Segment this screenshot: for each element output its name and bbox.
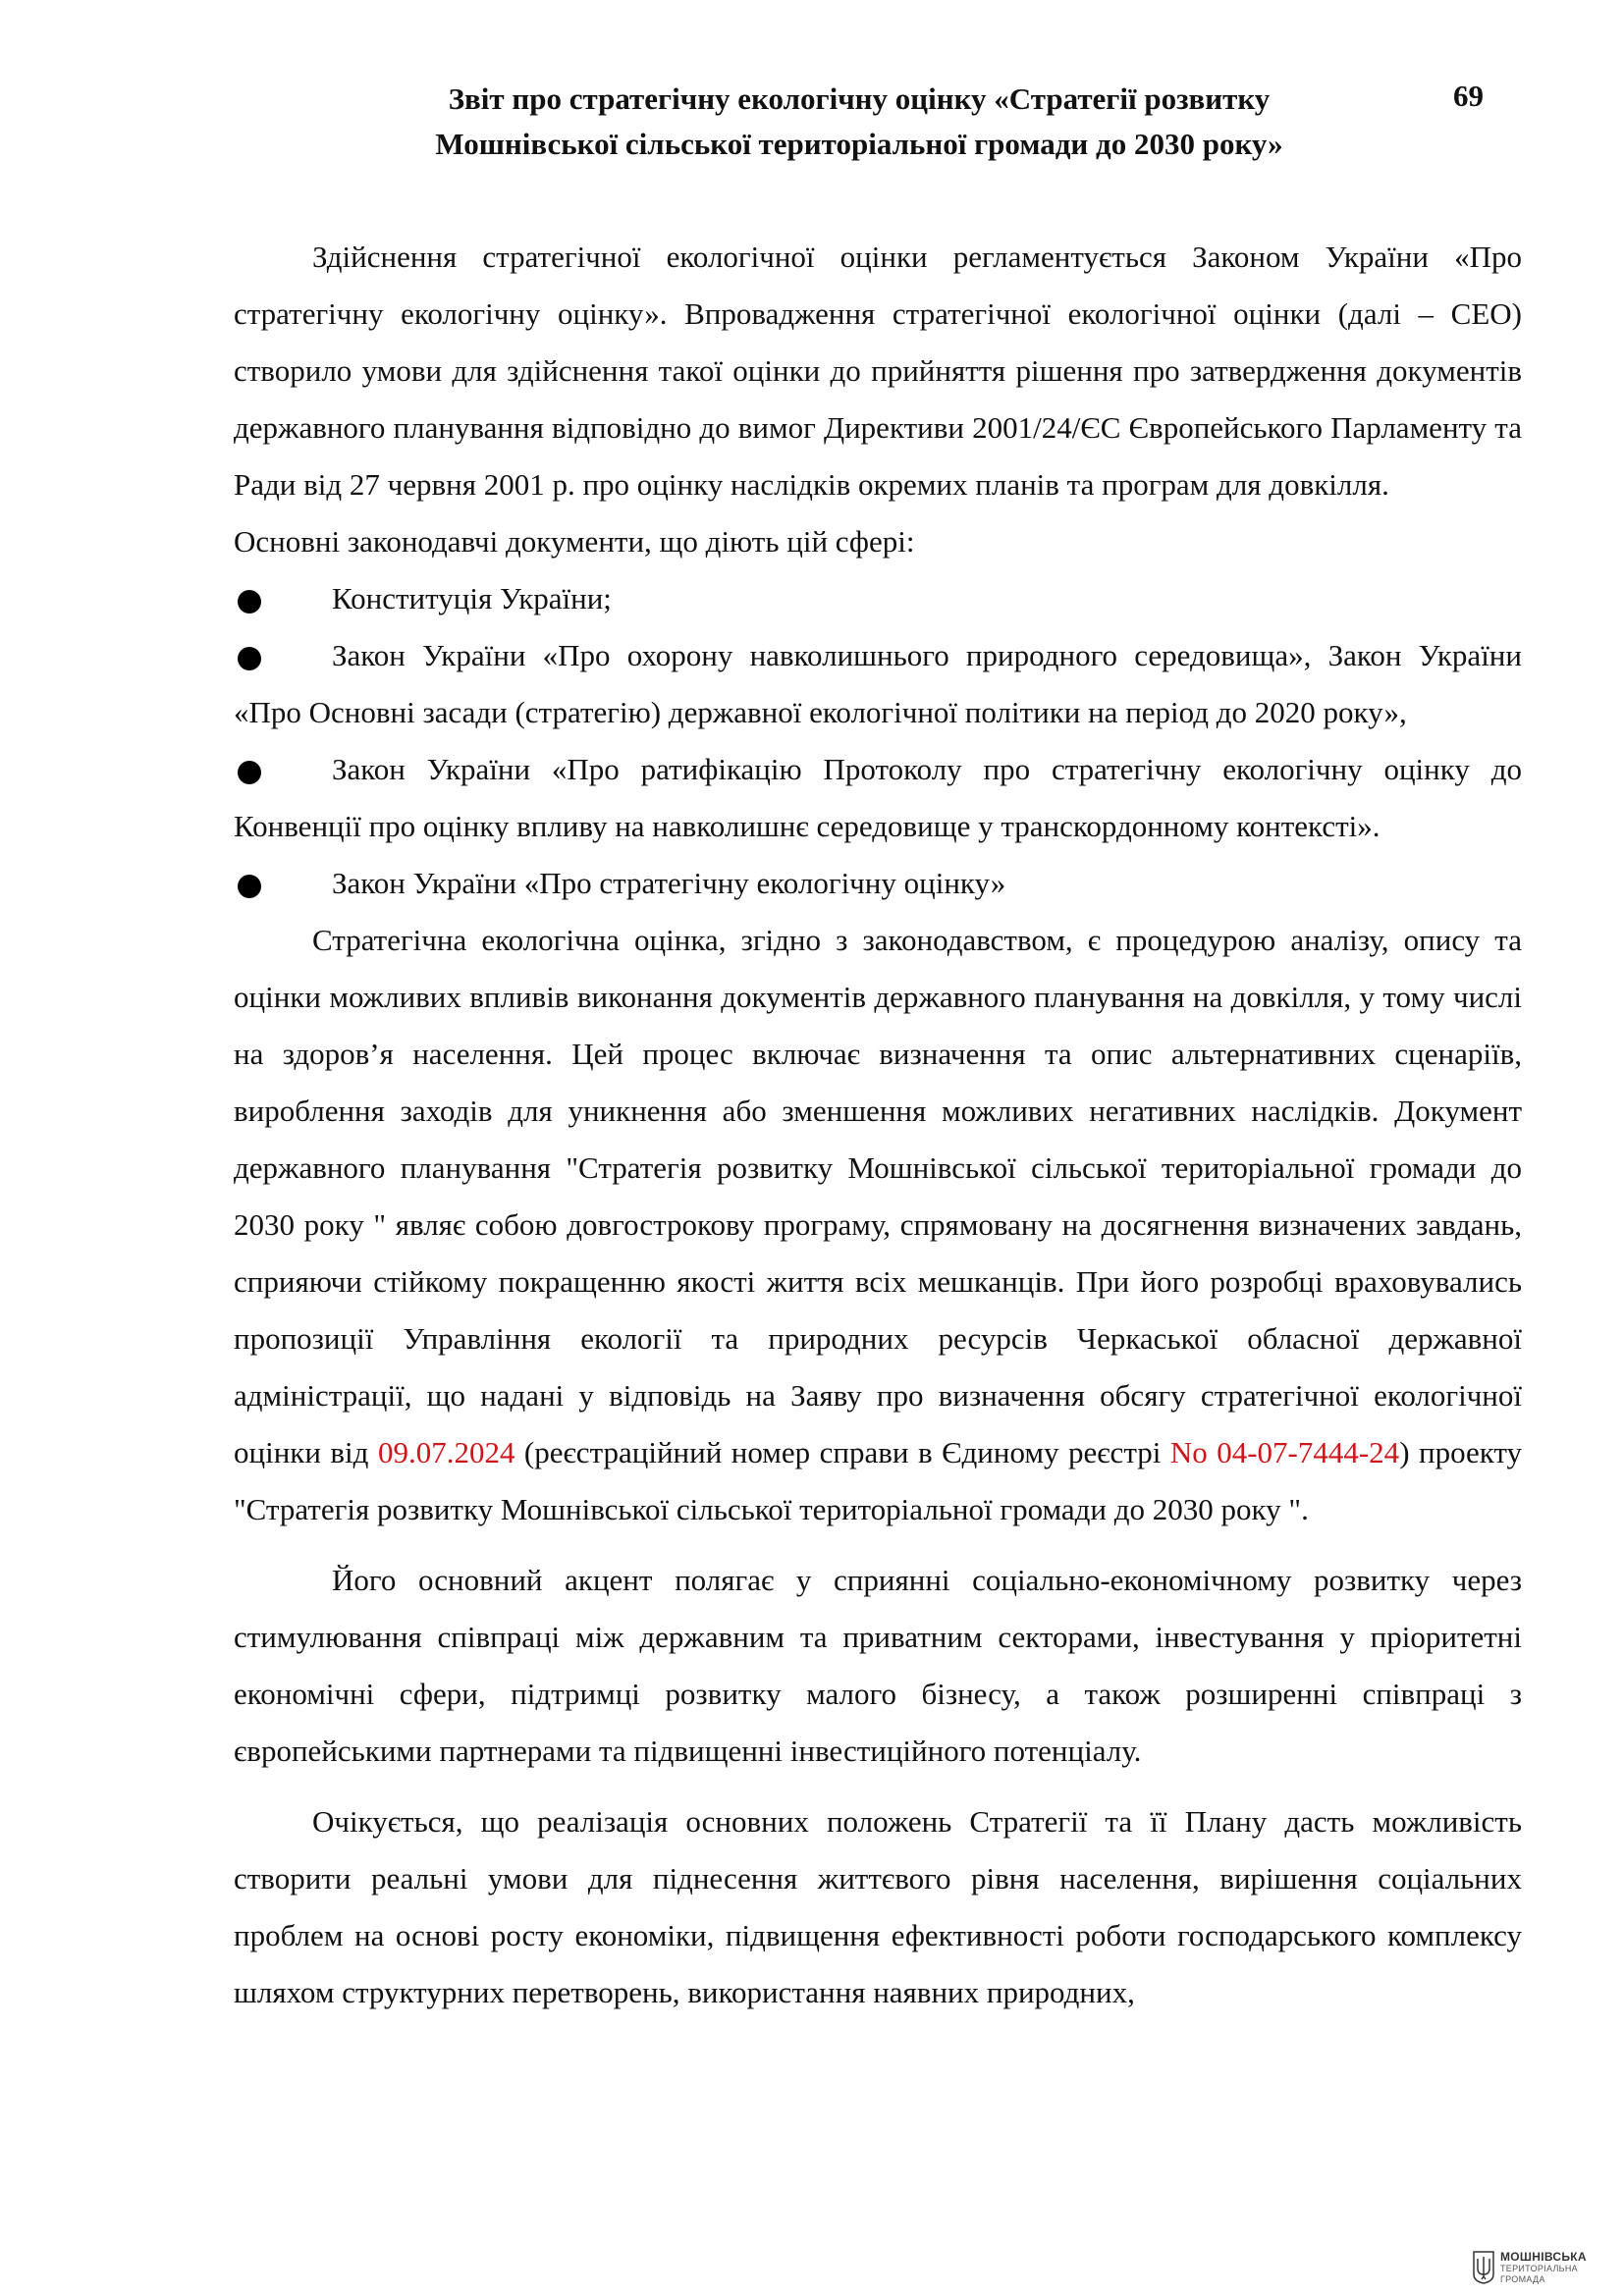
paragraph-3-text-c: ) проекту "Стратегія розвитку Мошнівської сільської територіальної громади до 2030 року ". [234,1435,1523,1526]
bullet-text: Конституція України; [332,581,612,615]
header-title-line-1: Звіт про стратегічну екологічну оцінку «Стратегії розвитку [448,81,1271,116]
logo-line-1: МОШНІВСЬКА [1500,2249,1587,2264]
logo-line-3: ГРОМАДА [1500,2273,1545,2284]
document-body [234,229,1522,2021]
bullet-item [234,855,1522,912]
bullet-dot-icon [238,590,261,614]
bullet-item [234,741,1522,855]
application-date: 09.07.2024 [377,1435,515,1469]
bullet-text: Закон України «Про стратегічну екологічну оцінку» [332,866,1006,900]
bullet-dot-icon [238,875,261,898]
paragraph-3 [234,912,1522,1538]
community-logo [1473,2248,1587,2287]
paragraph-4: Його основний акцент полягає у сприянні соціально-економічному розвитку через стимулювання співпраці між державним та приватним секторами, інвестування у пріоритетні економічні сфери, підтримці розвитку малого бізнесу, а також розширенні співпраці з європейськими партнерами та підвищенні інвестиційного потенціалу. [234,1563,1522,1768]
paragraph-3-text-b: (реєстраційний номер справи в Єдиному реєстрі [514,1435,1170,1469]
bullet-text: Закон України «Про ратифікацію Протоколу про стратегічну екологічну оцінку до Конвенції про оцінку впливу на навколишнє середовище у транскордонному контексті». [234,752,1522,843]
paragraph-5: Очікується, що реалізація основних положень Стратегії та її Плану дасть можливість створити реальні умови для піднесення життєвого рівня населення, вирішення соціальних проблем на основі росту економіки, підвищення ефективності роботи господарського комплексу шляхом структурних перетворень, використання наявних природних, [234,1804,1522,2009]
header-title-line-2: Мошнівської сільської територіальної громади до 2030 року» [435,127,1283,161]
paragraph-2: Основні законодавчі документи, що діють цій сфері: [234,524,915,559]
paragraph-1: Здійснення стратегічної екологічної оцінки регламентується Законом України «Про стратегічну екологічну оцінку». Впровадження стратегічної екологічної оцінки (далі – СЕО) створило умови для здійснення такої оцінки до прийняття рішення про затвердження документів державного планування відповідно до вимог Директиви 2001/24/ЄС Європейського Парламенту та Ради від 27 червня 2001 р. про оцінку наслідків окремих планів та програм для довкілля. [234,240,1522,502]
document-header [295,77,1424,167]
bullet-dot-icon [238,647,261,670]
bullet-text: Закон України «Про охорону навколишнього природного середовища», Закон України «Про Основні засади (стратегію) державної екологічної політики на період до 2020 року», [234,638,1522,729]
logo-line-2: ТЕРИТОРІАЛЬНА [1500,2263,1578,2273]
paragraph-3-text-a: Стратегічна екологічна оцінка, згідно з законодавством, є процедурою аналізу, опису та оцінки можливих впливів виконання документів державного планування на довкілля, у тому числі на здоров’я населення. Цей процес включає визначення та опис альтернативних сценаріїв, вироблення заходів для уникнення або зменшення можливих негативних наслідків. Документ державного планування "Стратегія розвитку Мошнівської сільської територіальної громади до 2030 року " являє собою довгострокову програму, спрямовану на досягнення визначених завдань, сприяючи стійкому покращенню якості життя всіх мешканців. При його розробці враховувались пропозиції Управління екології та природних ресурсів Черкаської обласної державної адміністрації, що надані у відповідь на Заяву про визначення обсягу стратегічної екологічної оцінки від [234,923,1522,1469]
bullet-dot-icon [238,761,261,784]
page-number: 69 [1453,79,1484,113]
trident-emblem-icon [1473,2251,1494,2284]
bullet-item [234,570,1522,627]
bullet-item [234,627,1522,741]
registration-number: No 04-07-7444-24 [1169,1435,1400,1469]
